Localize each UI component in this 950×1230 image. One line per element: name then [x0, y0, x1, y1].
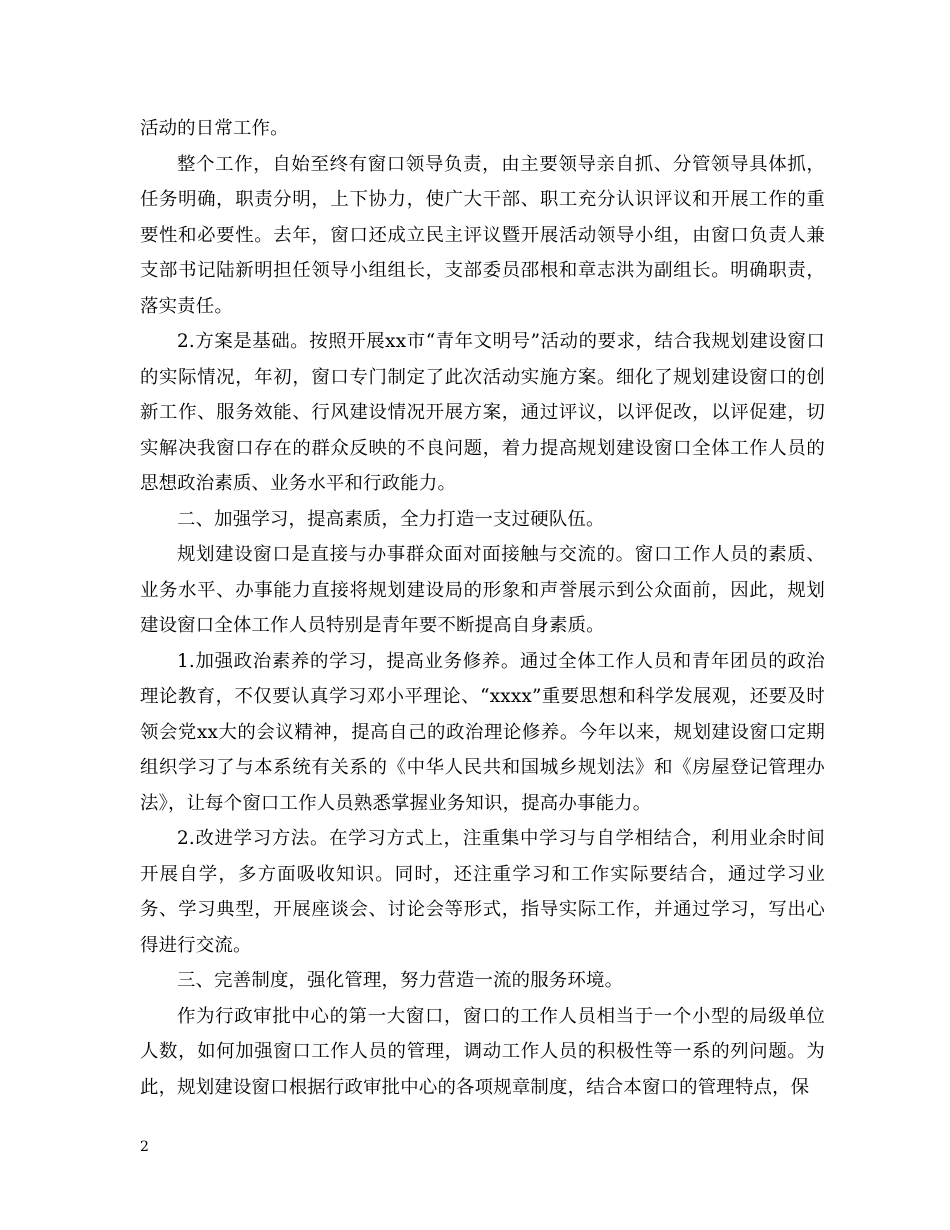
paragraph-6: 1.加强政治素养的学习，提高业务修养。通过全体工作人员和青年团员的政治理论教育，不仅要认真学习邓小平理论、“xxxx”重要思想和科学发展观，还要及时领会党xx大的会议精神，提高自己的政治理论修养。今年以来，规划建设窗口定期组织学习了与本系统有关系的《中华人民共和国城乡规划法》和《房屋登记管理办法》，让每个窗口工作人员熟悉掌握业务知识，提高办事能力。 — [140, 650, 825, 814]
page-number: 2 — [140, 1139, 149, 1155]
paragraph-1: 活动的日常工作。 — [140, 118, 289, 139]
paragraph-5: 规划建设窗口是直接与办事群众面对面接触与交流的。窗口工作人员的素质、业务水平、办事能力直接将规划建设局的形象和声誉展示到公众面前，因此，规划建设窗口全体工作人员特别是青年要不断提高自身素质。 — [140, 544, 825, 636]
paragraph-9: 作为行政审批中心的第一大窗口，窗口的工作人员相当于一个小型的局级单位人数，如何加强窗口工作人员的管理，调动工作人员的积极性等一系的列问题。为此，规划建设窗口根据行政审批中心的各项规章制度，结合本窗口的管理特点，保 — [140, 1005, 825, 1098]
paragraph-7: 2.改进学习方法。在学习方式上，注重集中学习与自学相结合，利用业余时间开展自学，多方面吸收知识。同时，还注重学习和工作实际要结合，通过学习业务、学习典型，开展座谈会、讨论会等形式，指导实际工作，并通过学习，写出心得进行交流。 — [140, 828, 825, 956]
paragraph-3: 2.方案是基础。按照开展xx市“青年文明号”活动的要求，结合我规划建设窗口的实际情况，年初，窗口专门制定了此次活动实施方案。细化了规划建设窗口的创新工作、服务效能、行风建设情况开展方案，通过评议，以评促改，以评促建，切实解决我窗口存在的群众反映的不良问题，着力提高规划建设窗口全体工作人员的思想政治素质、业务水平和行政能力。 — [140, 331, 825, 494]
paragraph-2: 整个工作，自始至终有窗口领导负责，由主要领导亲自抓、分管领导具体抓，任务明确，职责分明，上下协力，使广大干部、职工充分认识评议和开展工作的重要性和必要性。去年，窗口还成立民主评议暨开展活动领导小组，由窗口负责人兼支部书记陆新明担任领导小组组长，支部委员邵根和章志洪为副组长。明确职责，落实责任。 — [140, 153, 825, 317]
section-heading-3: 三、完善制度，强化管理，努力营造一流的服务环境。 — [177, 970, 624, 991]
document-body — [140, 111, 825, 1105]
section-heading-2: 二、加强学习，提高素质，全力打造一支过硬队伍。 — [177, 508, 605, 530]
